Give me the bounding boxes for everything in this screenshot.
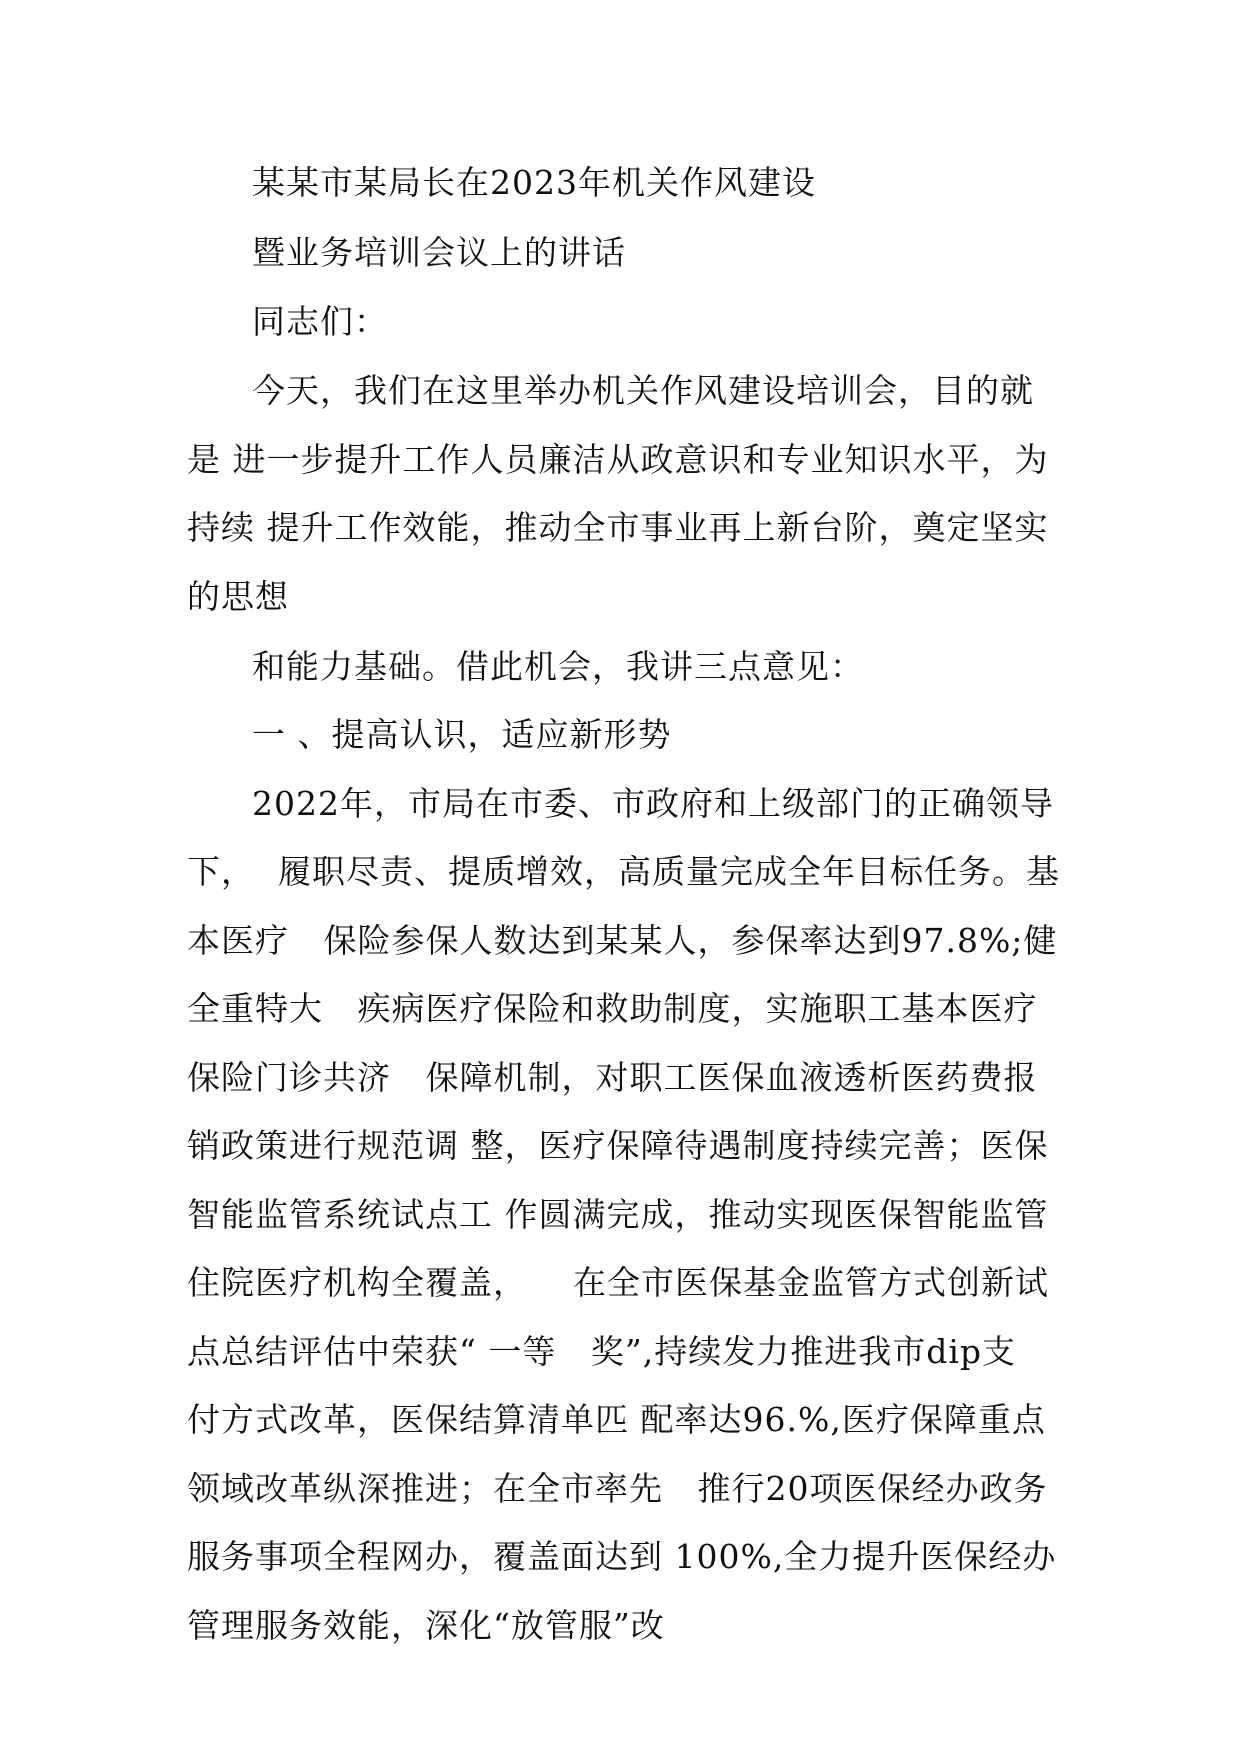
- body-line: 全重特大 疾病医疗保险和救助制度，实施职工基本医疗: [187, 989, 1038, 1028]
- body-line: 销政策进行规范调 整，医疗保障待遇制度持续完善；医保: [187, 1126, 1049, 1165]
- body-line: 今天，我们在这里举办机关作风建设培训会，目的就: [252, 371, 1034, 410]
- body-line: 是 进一步提升工作人员廉洁从政意识和专业知识水平，为: [187, 440, 1049, 479]
- body-line: 的思想: [187, 577, 289, 616]
- body-line: 保险门诊共济 保障机制，对职工医保血液透析医药费报: [187, 1058, 1038, 1097]
- body-line: 本医疗 保险参保人数达到某某人，参保率达到97.8%;健: [187, 921, 1058, 960]
- body-line: 管理服务效能，深化“放管服”改: [187, 1606, 665, 1645]
- body-line: 点总结评估中荣获“ 一等 奖”,持续发力推进我市dip支: [187, 1332, 1016, 1371]
- salutation: 同志们：: [252, 302, 388, 341]
- title-line-1: 某某市某局长在2023年机关作风建设: [252, 163, 816, 202]
- body-line: 付方式改革，医保结算清单匹 配率达96.%,医疗保障重点: [187, 1400, 1046, 1439]
- body-line: 下， 履职尽责、提质增效，高质量完成全年目标任务。基: [187, 852, 1060, 891]
- title-line-2: 暨业务培训会议上的讲话: [252, 233, 626, 272]
- body-line: 住院医疗机构全覆盖， 在全市医保基金监管方式创新试: [187, 1263, 1049, 1302]
- body-line: 领域改革纵深推进；在全市率先 推行20项医保经办政务: [187, 1469, 1048, 1508]
- section-heading: 一 、提高认识，适应新形势: [252, 715, 672, 754]
- body-line: 服务事项全程网办，覆盖面达到 100%,全力提升医保经办: [187, 1537, 1057, 1576]
- body-line: 持续 提升工作效能，推动全市事业再上新台阶，奠定坚实: [187, 508, 1049, 547]
- body-line: 智能监管系统试点工 作圆满完成，推动实现医保智能监管: [187, 1195, 1049, 1234]
- body-line: 和能力基础。借此机会，我讲三点意见：: [252, 647, 864, 686]
- body-line: 2022年，市局在市委、市政府和上级部门的正确领导: [252, 784, 1054, 823]
